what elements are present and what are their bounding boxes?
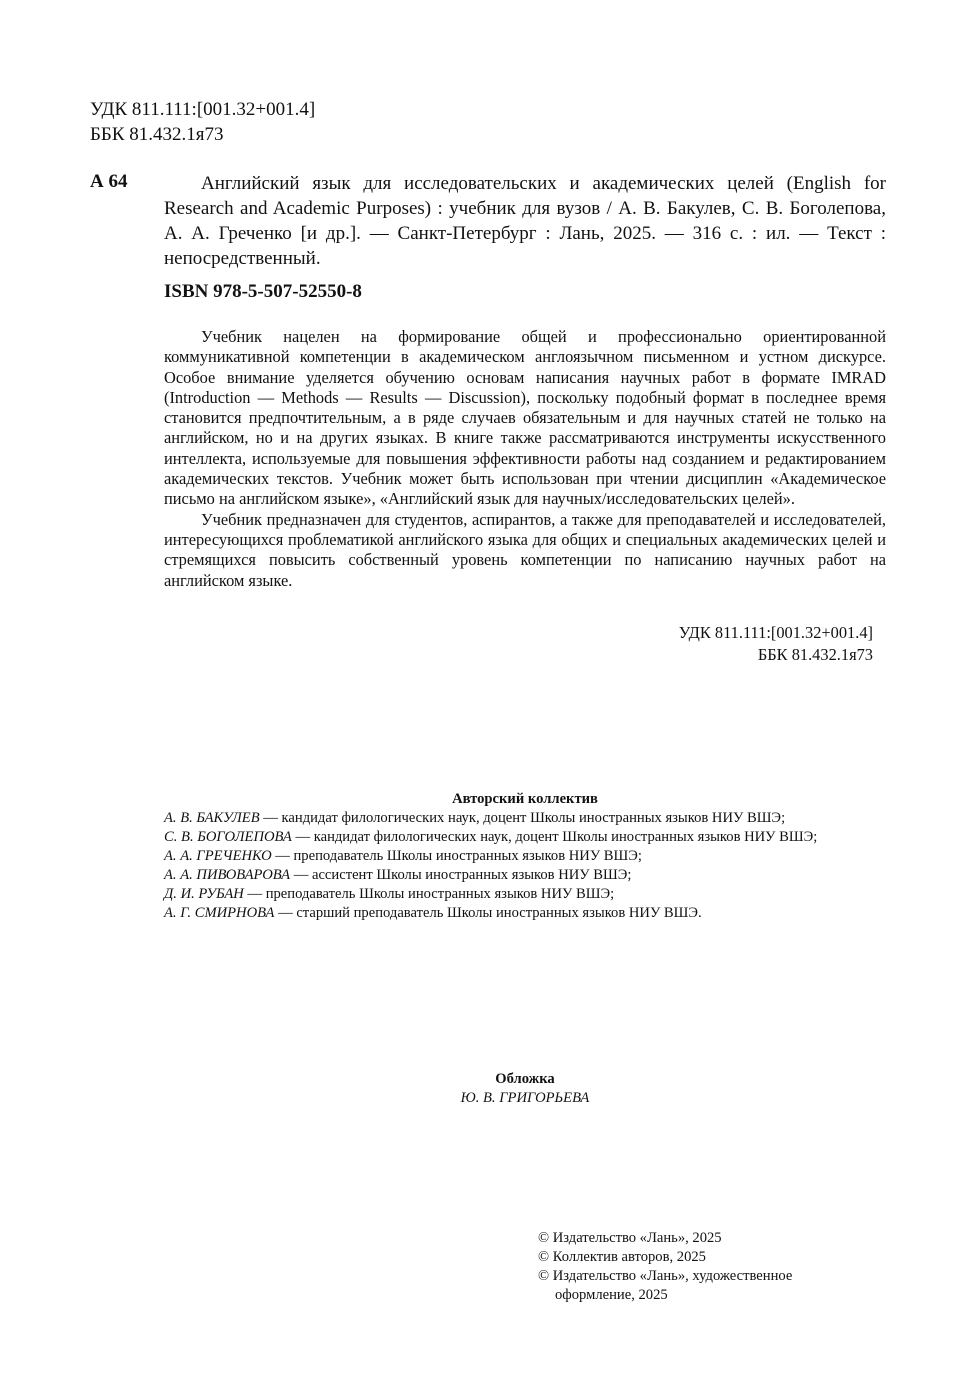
classification-header (90, 97, 315, 147)
author-role: — кандидат филологических наук, доцент Школы иностранных языков НИУ ВШЭ; (291, 829, 818, 845)
annotation-paragraph-1: Учебник нацелен на формирование общей и профессионально ориентированной коммуникативной компетенции в академическом англоязычном письменном и устном дискурсе. Особое внимание уделяется обучению основам написания научных работ в формате IMRAD (Introduction — Methods — Results — Discussion), поскольку подобный формат в последнее время становится предпочтительным, а в ряде случаев обязательным и для научных статей не только на английском, но и на других языках. В книге также рассматриваются инструменты искусственного интеллекта, используемые для повышения эффективности работы над созданием и редактированием академических текстов. Учебник может быть использован при чтении дисциплин «Академическое письмо на английском языке», «Английский язык для научных/исследовательских целей». (164, 327, 886, 509)
author-role: — кандидат филологических наук, доцент Школы иностранных языков НИУ ВШЭ; (259, 810, 786, 826)
copyright-line: © Коллектив авторов, 2025 (538, 1249, 706, 1265)
annotation (164, 327, 886, 591)
author-role: — преподаватель Школы иностранных языков НИУ ВШЭ; (271, 848, 642, 864)
bbk-code: ББК 81.432.1я73 (90, 124, 224, 145)
author-mark: А 64 (90, 171, 128, 192)
author-row (164, 828, 886, 847)
author-name: А. А. ПИВОВАРОВА (164, 867, 291, 883)
copyright-line: © Издательство «Лань», 2025 (538, 1230, 722, 1246)
author-role: — ассистент Школы иностранных языков НИУ ВШЭ; (290, 867, 632, 883)
bbk-code-bottom: ББК 81.432.1я73 (757, 645, 873, 664)
author-row (164, 885, 886, 904)
cover-heading: Обложка (495, 1071, 555, 1087)
cover-credit (164, 1070, 886, 1108)
author-name: Д. И. РУБАН (164, 886, 244, 902)
annotation-paragraph-2: Учебник предназначен для студентов, аспирантов, а также для преподавателей и исследователей, интересующихся проблематикой английского языка для общих и специальных академических целей и стремящихся повысить собственный уровень компетенции по написанию научных работ на английском языке. (164, 509, 886, 590)
copyright-block (538, 1229, 792, 1305)
author-role: — преподаватель Школы иностранных языков НИУ ВШЭ; (243, 886, 615, 902)
author-row (164, 866, 886, 885)
author-row (164, 809, 886, 828)
author-role: — старший преподаватель Школы иностранных языков НИУ ВШЭ. (274, 905, 702, 921)
authors-heading: Авторский коллектив (452, 791, 598, 807)
author-name: А. В. БАКУЛЕВ (164, 810, 260, 826)
classification-footer (620, 622, 873, 666)
author-name: А. Г. СМИРНОВА (164, 905, 275, 921)
cover-designer: Ю. В. ГРИГОРЬЕВА (460, 1090, 590, 1106)
udk-code-bottom: УДК 811.111:[001.32+001.4] (678, 623, 873, 642)
udk-code: УДК 811.111:[001.32+001.4] (90, 99, 316, 120)
copyright-line: оформление, 2025 (555, 1287, 668, 1303)
author-row (164, 847, 886, 866)
authors-section (164, 790, 886, 923)
isbn: ISBN 978-5-507-52550-8 (164, 281, 362, 302)
author-name: А. А. ГРЕЧЕНКО (164, 848, 272, 864)
bibliographic-description: Английский язык для исследовательских и академических целей (English for Research and Academic Purposes) : учебник для вузов / А. В. Бакулев, С. В. Боголепова, А. А. Греченко [и др.]. — Санкт-Петербург : Лань, 2025. — 316 с. : ил. — Текст : непосредственный. (164, 173, 886, 269)
author-row (164, 904, 886, 923)
copyright-line: © Издательство «Лань», художественное (538, 1268, 793, 1284)
author-name: С. В. БОГОЛЕПОВА (164, 829, 292, 845)
